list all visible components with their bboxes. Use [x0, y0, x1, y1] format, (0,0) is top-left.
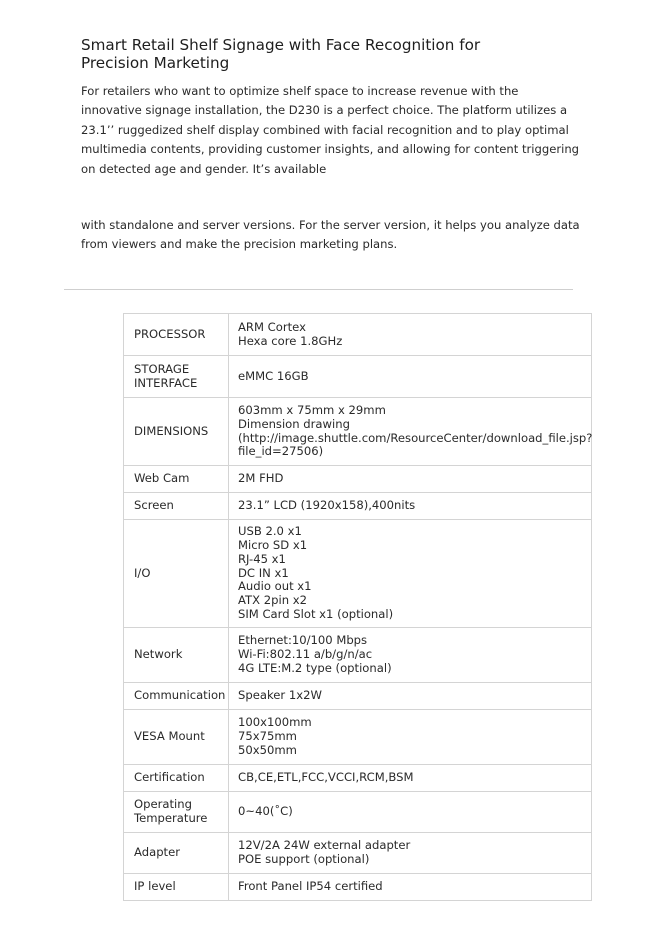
spec-key-line: Operating [134, 797, 192, 812]
spec-key [124, 356, 229, 398]
spec-key [124, 792, 229, 833]
spec-value-line: Audio out x1 [238, 579, 312, 594]
spec-value-line: eMMC 16GB [238, 368, 309, 383]
spec-row [124, 398, 592, 466]
spec-value-line: USB 2.0 x1 [238, 524, 302, 539]
spec-key [124, 466, 229, 493]
spec-table-body [124, 314, 592, 901]
spec-value [229, 493, 592, 520]
spec-table [123, 313, 592, 901]
spec-value-line: Wi-Fi:802.11 a/b/g/n/ac [238, 647, 373, 662]
spec-key [124, 398, 229, 466]
spec-value [229, 520, 592, 628]
spec-row [124, 792, 592, 833]
spec-key-line: Web Cam [134, 471, 190, 486]
spec-value-line: 2M FHD [238, 471, 284, 486]
spec-key [124, 520, 229, 628]
spec-key-line: Network [134, 647, 183, 662]
spec-value-line: (http://image.shuttle.com/ResourceCenter/download_file.jsp? [238, 430, 593, 445]
spec-key [124, 314, 229, 356]
spec-value [229, 628, 592, 683]
document-title: Smart Retail Shelf Signage with Face Recognition for Precision Marketing [81, 36, 481, 72]
spec-row [124, 493, 592, 520]
spec-value-line: 0~40(˚C) [238, 804, 293, 819]
spec-value [229, 792, 592, 833]
spec-row [124, 314, 592, 356]
spec-value [229, 833, 592, 874]
spec-value [229, 466, 592, 493]
spec-value-line: ATX 2pin x2 [238, 593, 307, 608]
intro-paragraph: For retailers who want to optimize shelf space to increase revenue with the innovative signage installation, the D230 is a perfect choice. The platform utilizes a 23.1’’ ruggedized shelf display combined with facial recognition and to play optimal multimedia contents, providing customer insights, and allowing for content triggering on detected age and gender. It’s available [81, 84, 580, 176]
spec-row [124, 356, 592, 398]
spec-key [124, 874, 229, 901]
spec-row [124, 765, 592, 792]
spec-value-line: Hexa core 1.8GHz [238, 333, 343, 348]
spec-row [124, 466, 592, 493]
spec-key-line: Communication [134, 688, 226, 703]
spec-value-line: Front Panel IP54 certified [238, 879, 383, 894]
spec-value-line: 4G LTE:M.2 type (optional) [238, 660, 392, 675]
spec-row [124, 683, 592, 710]
spec-value [229, 765, 592, 792]
intro-paragraph-continued: with standalone and server versions. For the server version, it helps you analyze data from viewers and make the precision marketing plans. [81, 218, 580, 252]
spec-key-line: DIMENSIONS [134, 423, 209, 438]
spec-value-line: POE support (optional) [238, 852, 370, 866]
spec-row [124, 520, 592, 628]
spec-value [229, 314, 592, 356]
spec-value-line: Ethernet:10/100 Mbps [238, 633, 368, 648]
spec-value-line: Dimension drawing [238, 416, 350, 431]
spec-key [124, 765, 229, 792]
spec-key [124, 493, 229, 520]
spec-value-line: Speaker 1x2W [238, 688, 322, 703]
spec-key [124, 628, 229, 683]
spec-value-line: 12V/2A 24W external adapter [238, 838, 411, 853]
section-divider [64, 289, 573, 290]
spec-key-line: Certification [134, 770, 205, 785]
spec-value-line: 50x50mm [238, 742, 297, 757]
spec-key-line: STORAGE [134, 361, 190, 376]
spec-value [229, 683, 592, 710]
spec-value-line: DC IN x1 [238, 565, 289, 580]
spec-key-line: Adapter [134, 845, 180, 860]
spec-key-line: I/O [134, 565, 151, 580]
spec-value [229, 874, 592, 901]
spec-value-line: ARM Cortex [238, 319, 306, 334]
spec-key-line: Temperature [134, 811, 208, 825]
spec-value [229, 710, 592, 765]
spec-value-line: RJ-45 x1 [238, 551, 286, 566]
spec-row [124, 710, 592, 765]
spec-value-line: 603mm x 75mm x 29mm [238, 402, 386, 417]
spec-value [229, 398, 592, 466]
spec-value-line: CB,CE,ETL,FCC,VCCI,RCM,BSM [238, 770, 414, 785]
spec-key-line: IP level [134, 879, 176, 894]
spec-row [124, 874, 592, 901]
spec-value [229, 356, 592, 398]
spec-key-line: VESA Mount [134, 729, 205, 744]
spec-row [124, 833, 592, 874]
spec-key-line: Screen [134, 498, 174, 513]
spec-key [124, 683, 229, 710]
spec-row [124, 628, 592, 683]
spec-value-line: 75x75mm [238, 729, 297, 744]
spec-value-line: 100x100mm [238, 715, 312, 730]
spec-key-line: INTERFACE [134, 375, 198, 390]
spec-value-line: SIM Card Slot x1 (optional) [238, 606, 394, 621]
spec-value-line: file_id=27506) [238, 444, 324, 459]
spec-key [124, 833, 229, 874]
spec-value-line: Micro SD x1 [238, 538, 308, 552]
spec-value-line: 23.1” LCD (1920x158),400nits [238, 498, 416, 513]
spec-key-line: PROCESSOR [134, 326, 206, 341]
spec-key [124, 710, 229, 765]
